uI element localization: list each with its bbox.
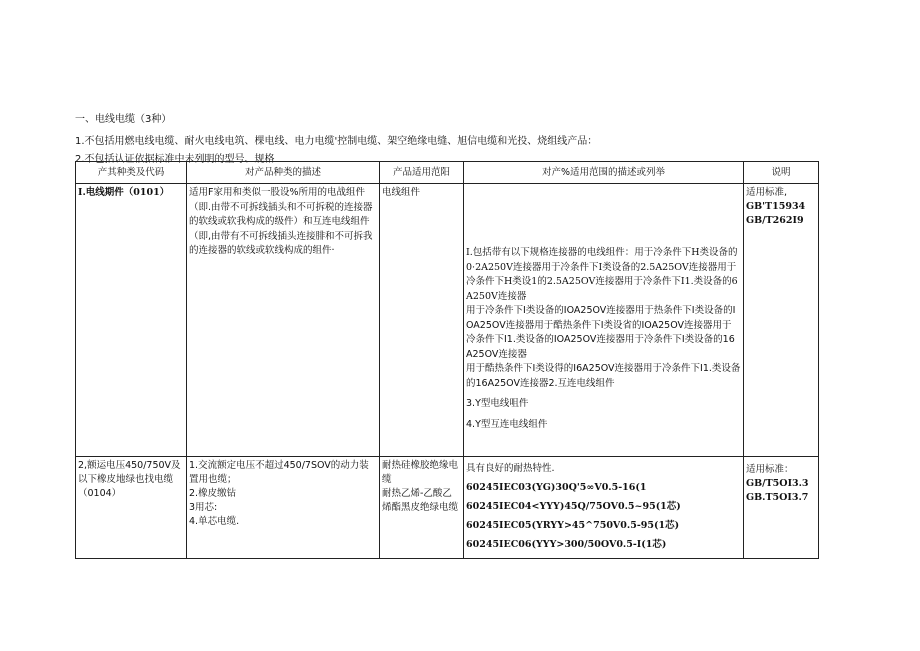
header-detail: 对产%适用范围的描述或列举 [464, 162, 744, 184]
header-description: 对产品种类的描述 [187, 162, 380, 184]
table-row [76, 457, 819, 559]
header-scope: 产品适用范阳 [380, 162, 464, 184]
row1-description: 适用F家用和类似一股设%所用的电战组件（即.由带不可拆线插头和不可拆税的连接器的软线或软我构成的级件）和互连电线组件（即,由带有不可拆线插头连接腓和不可拆我的连接器的软线或软线构成的组件· [187, 184, 380, 457]
row2-notes: 适用标准： GB/T5OI3.3 GB.T5OI3.7 [744, 457, 819, 559]
note-2: 2.不包括认证依据标准中未列明的型号、规格 [75, 154, 275, 165]
header-notes: 说明 [744, 162, 819, 184]
row1-detail: I.包括带有以下规格连接器的电线组件：用于冷条件下H类设备的0·2A250V连接器用于冷条件下I类设备的2.5A25OV连接器用于冷条件下H类设1的2.5A25OV连接器用于冷条件下I1.类设备的6A250V连接器 用于冷条件下I类设备的IOA25OV连接器用于热条件下I类设备的IOA25OV连接器用于酷热条件下I类设省的IOA25OV连接器用于冷条件下I1.类设备的IOA25OV连接器用于冷条件下I类设备的16A25OV连接器 用于酷热条件下I类设得的I6A25OV连接器用于冷条件下I1.类设备的16A25OV连接器2.互连电线组件 3.Y型电线咀件 4.Y型互连电线组件 [464, 184, 744, 457]
product-table [75, 161, 819, 559]
section-heading: 一、电线电缆（3种） [75, 114, 172, 125]
row2-scope: 耐热硅橡胶绝缘电缆 耐热乙烯-乙酸乙烯酯黑皮绝绿电缆 [380, 457, 464, 559]
table-row [76, 184, 819, 457]
row2-category: 2,额运电压450/750V及以下橡皮地绿也找电缆（0104） [76, 457, 187, 559]
header-category: 产其种类及代码 [76, 162, 187, 184]
row2-description: 1.交流额定电压不超过450/7SOV的动力装置用也缆； 2.橡皮缴钻 3用芯: 4.单芯电缆. [187, 457, 380, 559]
note-1: 1.不包括用燃电线电缆、耐火电线电筑、棵电线、电力电缆'控制电缆、架空绝缘电缝、旭信电缆和光投、烧组线产品： [75, 136, 598, 147]
row2-detail: 具有良好的耐热特性. 60245IEC03(YG)30Q'5∞V0.5-16(1 60245IEC04<YYY)45Q/75OV0.5~95(1芯) 60245IEC05(YRYY>45^750V0.5-95(1芯) 60245IEC06(YYY>300/50OV0.5-I(1芯) [464, 457, 744, 559]
table-header-row [76, 162, 819, 184]
row1-scope: 电线组件 [380, 184, 464, 457]
row1-notes: 适用标准, GB'T15934 GB/T262I9 [744, 184, 819, 457]
row1-category: I.电线期件（0101） [76, 184, 187, 457]
